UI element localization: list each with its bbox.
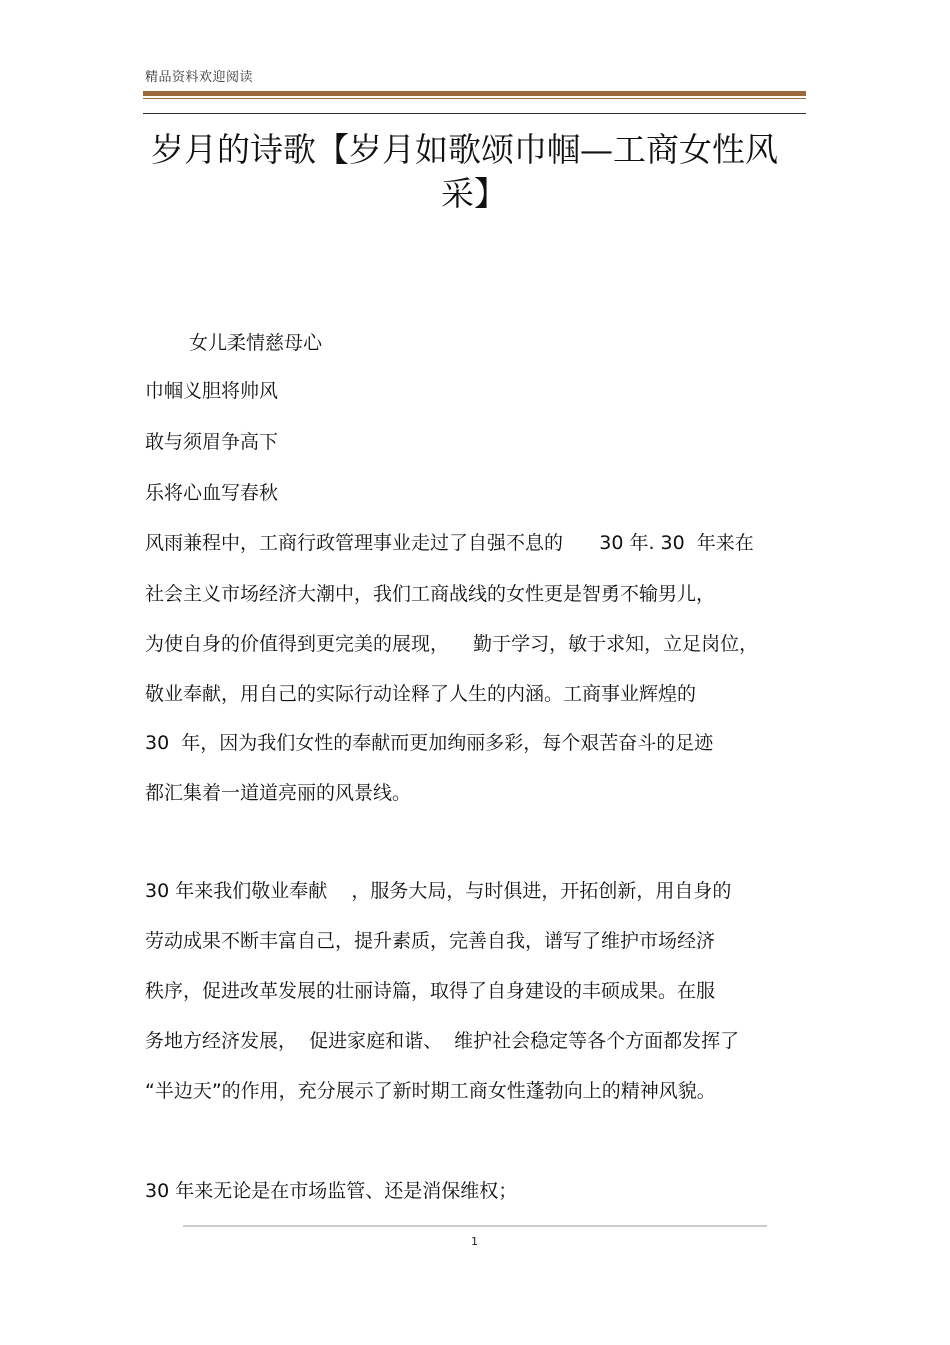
paragraph-line: 敬业奉献，用自己的实际行动诠释了人生的内涵。工商事业辉煌的: [145, 683, 697, 705]
poem-line: 乐将心血写春秋: [145, 482, 279, 504]
poem-line: 巾帼义胆将帅风: [145, 380, 279, 402]
paragraph-line: 劳动成果不断丰富自己，提升素质，完善自我，谱写了维护市场经济: [145, 930, 716, 952]
title-rule: [143, 113, 806, 114]
page-header-text: 精品资料欢迎阅读: [145, 70, 254, 85]
paragraph-line: 30 年来无论是在市场监管、还是消保维权；: [145, 1180, 518, 1202]
title-line-1: 岁月的诗歌【岁月如歌颂巾帼—工商女性风: [151, 130, 778, 169]
paragraph-line: “半边天”的作用，充分展示了新时期工商女性蓬勃向上的精神风貌。: [145, 1080, 716, 1102]
paragraph-line: 秩序，促进改革发展的壮丽诗篇，取得了自身建设的丰硕成果。在服: [145, 980, 716, 1002]
document-title: [143, 128, 806, 216]
paragraph-line: 社会主义市场经济大潮中，我们工商战线的女性更是智勇不输男儿，: [145, 583, 716, 605]
paragraph-line: 风雨兼程中，工商行政管理事业走过了自强不息的 30 年. 30 年来在: [145, 532, 754, 554]
paragraph-line: 都汇集着一道道亮丽的风景线。: [145, 782, 412, 804]
paragraph-line: 30 年来我们敬业奉献 ，服务大局，与时俱进，开拓创新，用自身的: [145, 880, 732, 902]
title-line-2: 采】: [441, 174, 507, 213]
footer-rule: [183, 1225, 767, 1227]
header-rule-thick: [143, 91, 806, 96]
header-rule-thin: [143, 98, 806, 99]
paragraph-line: 30 年，因为我们女性的奉献而更加绚丽多彩，每个艰苦奋斗的足迹: [145, 732, 714, 754]
page-number: 1: [471, 1235, 478, 1248]
poem-line: 女儿柔情慈母心: [189, 332, 323, 354]
paragraph-line: 为使自身的价值得到更完美的展现， 勤于学习，敏于求知，立足岗位，: [145, 633, 759, 655]
poem-line: 敢与须眉争高下: [145, 431, 279, 453]
paragraph-line: 务地方经济发展， 促进家庭和谐、 维护社会稳定等各个方面都发挥了: [145, 1030, 740, 1052]
